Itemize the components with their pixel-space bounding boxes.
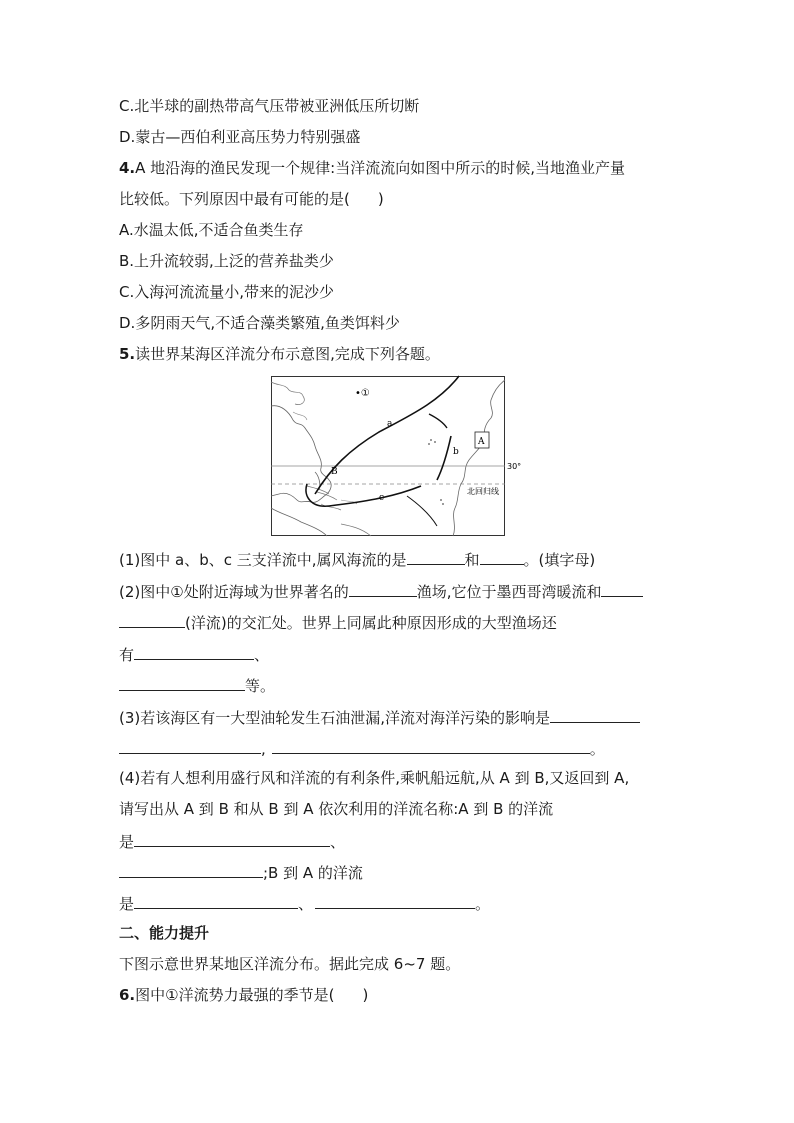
q5-sub4-shi2: 是 xyxy=(119,895,135,913)
q5-sub2-text3: (洋流)的交汇处。世界上同属此种原因形成的大型渔场还 xyxy=(185,614,557,632)
q5-sub1-tail: 。(填字母) xyxy=(523,551,596,569)
q5-sub1-text: (1)图中 a、b、c 三支洋流中,属风海流的是 xyxy=(119,551,407,569)
answer-blank[interactable] xyxy=(550,706,640,723)
answer-blank[interactable] xyxy=(349,580,417,597)
answer-blank[interactable] xyxy=(272,737,590,754)
q5-sub2-line3 xyxy=(119,643,269,665)
answer-blank[interactable] xyxy=(134,643,254,660)
q4-paren-close: ) xyxy=(377,190,384,208)
answer-blank[interactable] xyxy=(119,611,185,628)
section-title: 二、能力提升 xyxy=(119,924,210,942)
q5-sub2-text2: 渔场,它位于墨西哥湾暖流和 xyxy=(416,583,602,601)
q3-option-d: D.蒙古—西伯利亚高压势力特别强盛 xyxy=(119,128,361,146)
answer-blank[interactable] xyxy=(407,548,465,565)
q6-paren-close: ) xyxy=(362,986,369,1004)
section-intro: 下图示意世界某地区洋流分布。据此完成 6~7 题。 xyxy=(119,955,461,973)
answer-blank[interactable] xyxy=(134,830,330,847)
q5-sub2-line4 xyxy=(119,674,275,696)
q5-stem xyxy=(119,344,440,364)
q5-sub2-line1 xyxy=(119,580,643,602)
map-label-c: c xyxy=(379,493,385,503)
q5-sub4-line1: (4)若有人想利用盛行风和洋流的有利条件,乘帆船远航,从 A 到 B,又返回到 A, xyxy=(119,769,630,787)
map-label-tropic: 北回归线 xyxy=(467,487,499,496)
q5-sub4-line2: 请写出从 A 到 B 和从 B 到 A 依次利用的洋流名称:A 到 B 的洋流 xyxy=(119,800,554,818)
q5-sub3-line1 xyxy=(119,706,640,728)
q4-stem-line2 xyxy=(119,189,384,209)
map-label-a: a xyxy=(387,419,393,429)
q5-sub3-end: 。 xyxy=(589,740,605,758)
q4-option-a: A.水温太低,不适合鱼类生存 xyxy=(119,221,304,239)
answer-blank[interactable] xyxy=(315,892,475,909)
q5-sub4-sep2: 、 xyxy=(298,895,314,913)
q4-number: 4. xyxy=(119,159,136,177)
q5-sub4-line5 xyxy=(119,892,490,914)
q4-stem-line1 xyxy=(119,158,625,178)
map-label-1: •① xyxy=(355,388,370,399)
q5-sub2-text: (2)图中①处附近海域为世界著名的 xyxy=(119,583,349,601)
q6-stem-text: 图中①洋流势力最强的季节是( xyxy=(135,986,335,1004)
q5-sub4-line3 xyxy=(119,830,345,852)
map-label-A: A xyxy=(478,437,485,447)
q5-sub2-end: 等。 xyxy=(245,677,276,695)
q6-number: 6. xyxy=(119,986,136,1004)
q5-sub3-line2 xyxy=(119,737,605,759)
q4-stem-text2: 比较低。下列原因中最有可能的是( xyxy=(119,190,350,208)
answer-blank[interactable] xyxy=(119,737,261,754)
q3-option-c: C.北半球的副热带高气压带被亚洲低压所切断 xyxy=(119,97,420,115)
q4-option-b: B.上升流较弱,上泛的营养盐类少 xyxy=(119,252,334,270)
q5-sub2-line2 xyxy=(119,611,557,633)
answer-blank[interactable] xyxy=(119,861,263,878)
q5-sub3-comma: , xyxy=(261,740,266,758)
answer-blank[interactable] xyxy=(119,674,245,691)
q4-stem-text: A 地沿海的渔民发现一个规律:当洋流流向如图中所示的时候,当地渔业产量 xyxy=(135,159,625,177)
q5-number: 5. xyxy=(119,345,136,363)
q5-sub4-sep: 、 xyxy=(330,833,346,851)
q6-stem xyxy=(119,985,368,1005)
q4-option-d: D.多阴雨天气,不适合藻类繁殖,鱼类饵料少 xyxy=(119,314,400,332)
answer-blank[interactable] xyxy=(601,580,643,597)
q5-sub4-text: ;B 到 A 的洋流 xyxy=(263,864,363,882)
answer-blank[interactable] xyxy=(480,548,524,565)
q5-sub4-shi: 是 xyxy=(119,833,135,851)
map-label-B: B xyxy=(331,467,338,477)
q5-sub3-text: (3)若该海区有一大型油轮发生石油泄漏,洋流对海洋污染的影响是 xyxy=(119,709,551,727)
q5-sub2-sep: 、 xyxy=(254,646,270,664)
answer-blank[interactable] xyxy=(134,892,298,909)
q5-sub2-you: 有 xyxy=(119,646,135,664)
ocean-current-map xyxy=(271,376,522,536)
q5-stem-text: 读世界某海区洋流分布示意图,完成下列各题。 xyxy=(135,345,440,363)
q5-sub4-end: 。 xyxy=(475,895,491,913)
q5-sub1-and: 和 xyxy=(464,551,480,569)
q4-option-c: C.入海河流流量小,带来的泥沙少 xyxy=(119,283,335,301)
map-label-b: b xyxy=(453,447,459,457)
map-label-30deg: 30° xyxy=(507,462,522,471)
q5-sub4-line4 xyxy=(119,861,363,883)
q5-sub1 xyxy=(119,548,595,570)
